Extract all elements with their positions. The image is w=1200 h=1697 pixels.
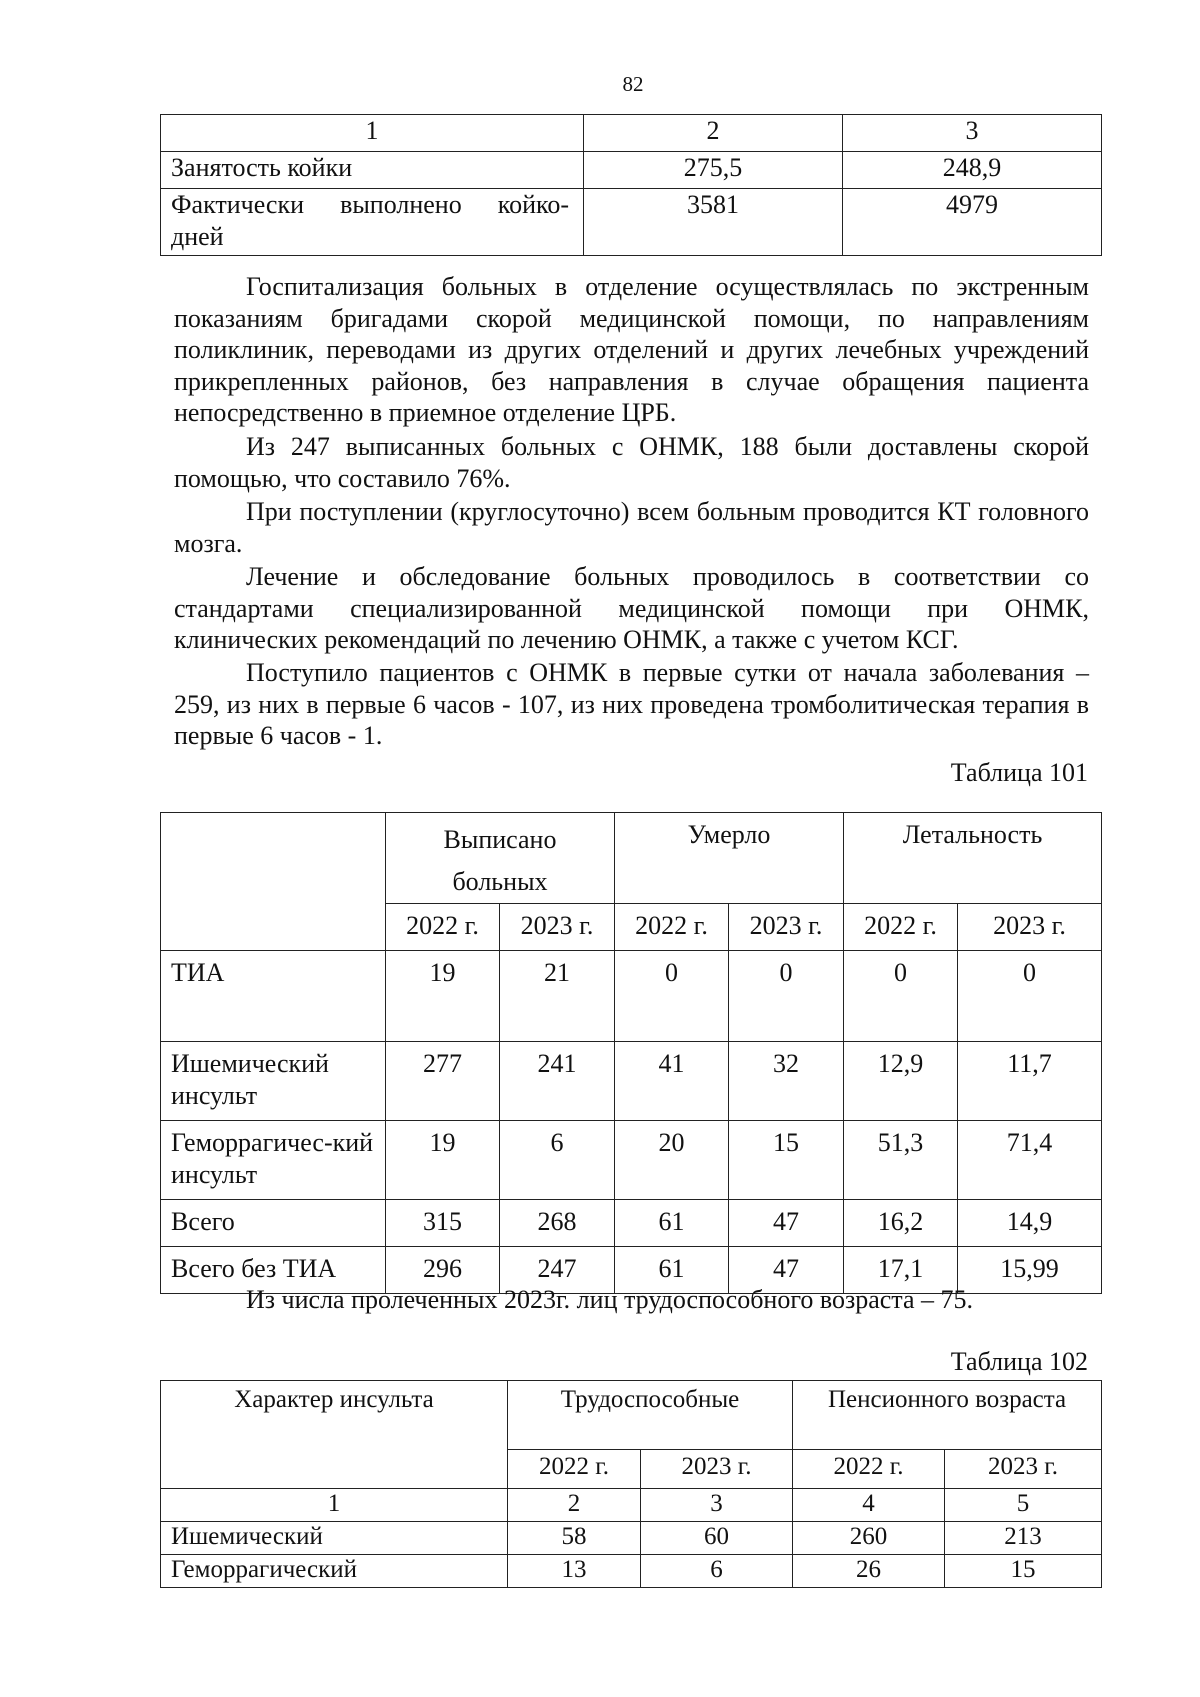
table-cell: 15 [729,1121,844,1200]
page-number: 82 [622,72,644,96]
table-cell: 247 [500,1247,615,1294]
table-cell: 21 [500,951,615,1042]
group-header: Умерло [615,813,844,904]
year-header: 2022 г. [508,1450,641,1489]
table-cell: 275,5 [584,152,843,189]
table-cell: 0 [729,951,844,1042]
row-label: Геморрагический [161,1555,508,1588]
table-cell: 17,1 [844,1247,958,1294]
table-row [161,1200,1102,1247]
note-text: Из числа пролеченных 2023г. лиц трудоспособного возраста – 75. [246,1285,974,1314]
group-header: Летальность [844,813,1102,904]
table-row [161,115,1102,152]
table-cell: 3581 [584,189,843,256]
table-cell: 11,7 [958,1042,1102,1121]
column-number: 2 [508,1489,641,1522]
year-header: 2023 г. [641,1450,793,1489]
row-label: Занятость койки [161,152,584,189]
col-header-stroke-type: Характер инсульта [161,1381,508,1489]
label-word: Фактически [171,190,304,219]
table-cell: 0 [844,951,958,1042]
table-cell: 51,3 [844,1121,958,1200]
col-header-1: 1 [161,115,584,152]
table-row [161,152,1102,189]
group-header: Трудоспособные [508,1381,793,1450]
table-row [161,189,1102,256]
table-cell: 6 [641,1555,793,1588]
table-cell: 241 [500,1042,615,1121]
table-cell: 315 [386,1200,500,1247]
column-number: 4 [793,1489,945,1522]
paragraph: При поступлении (круглосуточно) всем больным проводится КТ головного мозга. [174,497,1089,558]
group-header: Выписано больных [386,813,615,904]
paragraph: Лечение и обследование больных проводилось в соответствии со стандартами специализированной медицинской помощи при ОНМК, клинических рекомендаций по лечению ОНМК, а также с учетом КСГ. [174,562,1089,655]
continuation-table [160,114,1102,256]
table-cell: 61 [615,1247,729,1294]
table-cell: 13 [508,1555,641,1588]
year-header: 2022 г. [615,904,729,951]
table-cell: 32 [729,1042,844,1121]
table-cell: 15 [945,1555,1102,1588]
table-cell: 4979 [843,189,1102,256]
row-label: Всего [161,1200,386,1247]
column-number: 5 [945,1489,1102,1522]
stroke-age-table [160,1380,1102,1588]
table-cell: 58 [508,1522,641,1555]
table-cell: 0 [615,951,729,1042]
row-label: Всего без ТИА [161,1247,386,1294]
year-header: 2023 г. [729,904,844,951]
empty-header-cell [161,813,386,951]
table-row [161,1042,1102,1121]
label-word: дней [171,222,224,251]
table-cell: 20 [615,1121,729,1200]
row-label: Ишемический [161,1522,508,1555]
table-cell: 248,9 [843,152,1102,189]
table-cell: 16,2 [844,1200,958,1247]
table-caption: Таблица 102 [950,1347,1088,1376]
table-cell: 213 [945,1522,1102,1555]
table-cell: 26 [793,1555,945,1588]
table-header-row [161,813,1102,904]
table-row [161,1522,1102,1555]
label-word: выполнено [340,190,462,219]
group-header: Пенсионного возраста [793,1381,1102,1450]
row-label: Ишемический инсульт [161,1042,386,1121]
year-header: 2022 г. [844,904,958,951]
table-row [161,951,1102,1042]
table-caption: Таблица 101 [950,758,1088,787]
table-cell: 47 [729,1200,844,1247]
table-cell: 41 [615,1042,729,1121]
year-header: 2022 г. [793,1450,945,1489]
paragraph: Госпитализация больных в отделение осуществлялась по экстренным показаниям бригадами скорой медицинской помощи, по направлениям поликлиник, переводами из других отделений и других лечебных учреждений прикрепленных районов, без направления в случае обращения пациента непосредственно в приемное отделение ЦРБ. [174,272,1089,428]
table-cell: 47 [729,1247,844,1294]
table-cell: 61 [615,1200,729,1247]
paragraph: Из 247 выписанных больных с ОНМК, 188 были доставлены скорой помощью, что составило 76%. [174,432,1089,493]
table-cell: 268 [500,1200,615,1247]
paragraph: Поступило пациентов с ОНМК в первые сутки от начала заболевания – 259, из них в первые 6 часов - 107, из них проведена тромболитическая терапия в первые 6 часов - 1. [174,658,1089,751]
table-row [161,1555,1102,1588]
row-label: Геморрагичес-кий инсульт [161,1121,386,1200]
table-cell: 260 [793,1522,945,1555]
year-header: 2023 г. [500,904,615,951]
table-row [161,1489,1102,1522]
year-header: 2022 г. [386,904,500,951]
table-cell: 19 [386,951,500,1042]
table-cell: 6 [500,1121,615,1200]
column-number: 3 [641,1489,793,1522]
column-number: 1 [161,1489,508,1522]
table-cell: 15,99 [958,1247,1102,1294]
stroke-outcomes-table [160,812,1102,1294]
col-header-3: 3 [843,115,1102,152]
table-cell: 60 [641,1522,793,1555]
label-word: койко- [497,190,569,219]
row-label: ТИА [161,951,386,1042]
table-cell: 0 [958,951,1102,1042]
table-row [161,1121,1102,1200]
col-header-2: 2 [584,115,843,152]
table-cell: 12,9 [844,1042,958,1121]
table-header-row [161,1381,1102,1450]
table-cell: 277 [386,1042,500,1121]
table-cell: 296 [386,1247,500,1294]
table-cell: 71,4 [958,1121,1102,1200]
table-cell: 14,9 [958,1200,1102,1247]
year-header: 2023 г. [945,1450,1102,1489]
year-header: 2023 г. [958,904,1102,951]
table-cell: 19 [386,1121,500,1200]
row-label [161,189,584,256]
